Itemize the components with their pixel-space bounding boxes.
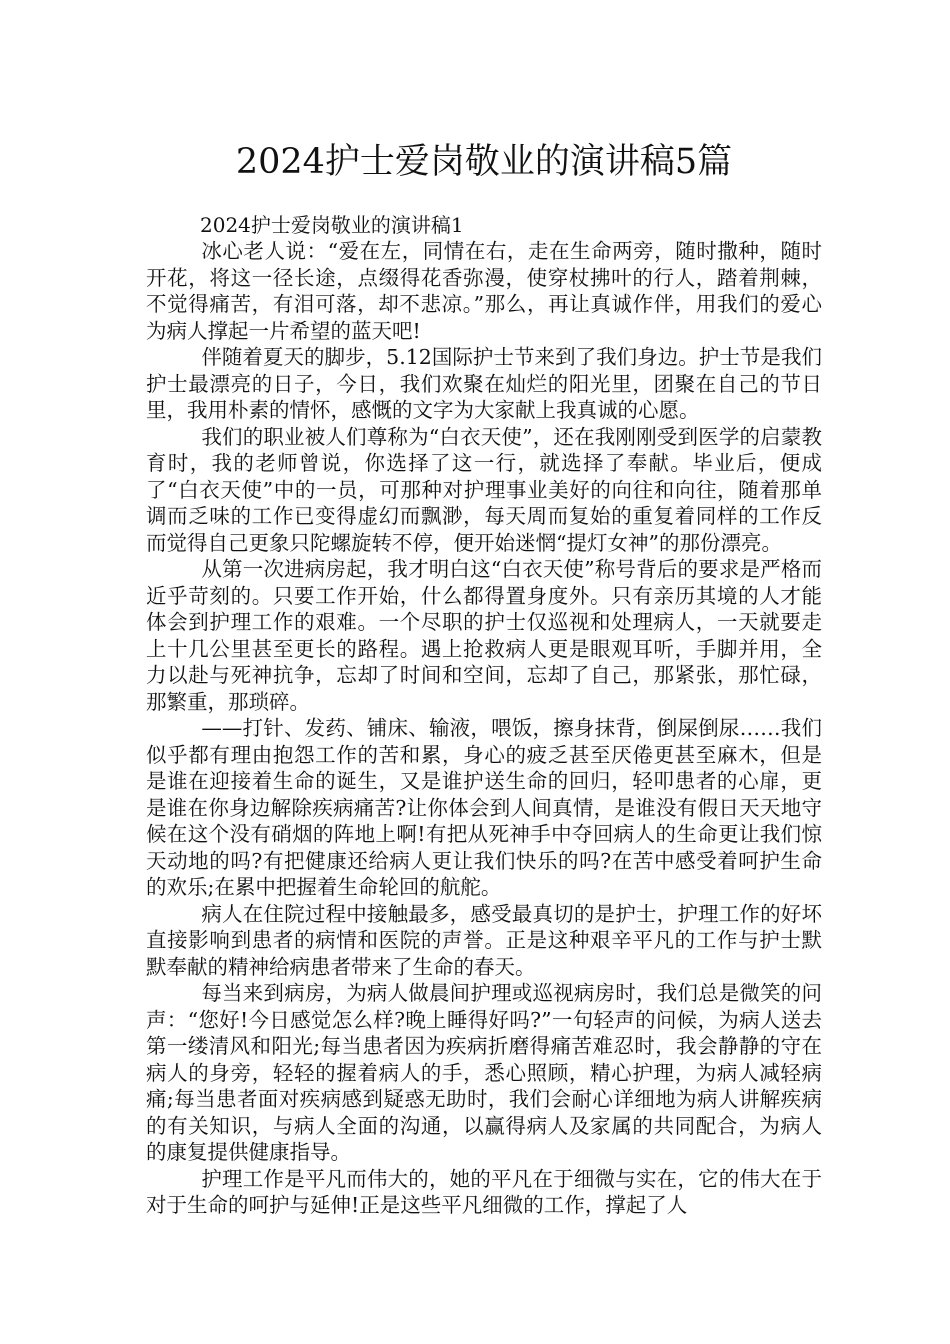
paragraph-1: 冰心老人说：“爱在左，同情在右，走在生命两旁，随时撒种，随时开花，将这一径长途，点缀得花香弥漫，使穿杖拂叶的行人，踏着荆棘，不觉得痛苦，有泪可落，却不悲凉。”那么，再让真诚作伴，用我们的爱心为病人撑起一片希望的蓝天吧! [146, 239, 822, 343]
paragraph-6: 病人在住院过程中接触最多，感受最真切的是护士，护理工作的好坏直接影响到患者的病情和医院的声誉。正是这种艰辛平凡的工作与护士默默奉献的精神给病患者带来了生命的春天。 [146, 901, 822, 979]
paragraph-2: 伴随着夏天的脚步，5.12国际护士节来到了我们身边。护士节是我们护士最漂亮的日子，今日，我们欢聚在灿烂的阳光里，团聚在自己的节日里，我用朴素的情怀，感慨的文字为大家献上我真诚的心愿。 [146, 345, 822, 422]
document-title: 2024护士爱岗敬业的演讲稿5篇 [235, 142, 733, 182]
document-page [146, 120, 822, 1219]
paragraph-5: ——打针、发药、铺床、输液，喂饭，擦身抹背，倒屎倒尿……我们似乎都有理由抱怨工作的苦和累，身心的疲乏甚至厌倦更甚至麻木，但是是谁在迎接着生命的诞生，又是谁护送生命的回归，轻叩患者的心扉，更是谁在你身边解除疾病痛苦?让你体会到人间真情，是谁没有假日天天地守候在这个没有硝烟的阵地上啊!有把从死神手中夺回病人的生命更让我们惊天动地的吗?有把健康还给病人更让我们快乐的吗?在苦中感受着呵护生命的欢乐;在累中把握着生命轮回的航舵。 [146, 716, 822, 899]
paragraph-7: 每当来到病房，为病人做晨间护理或巡视病房时，我们总是微笑的问声：“您好!今日感觉怎么样?晚上睡得好吗?”一句轻声的问候，为病人送去第一缕清风和阳光;每当患者因为疾病折磨得痛苦难忍时，我会静静的守在病人的身旁，轻轻的握着病人的手，悉心照顾，精心护理，为病人减轻病痛;每当患者面对疾病感到疑惑无助时，我们会耐心详细地为病人讲解疾病的有关知识，与病人全面的沟通，以赢得病人及家属的共同配合，为病人的康复提供健康指导。 [146, 981, 822, 1164]
paragraph-4: 从第一次进病房起，我才明白这“白衣天使”称号背后的要求是严格而近乎苛刻的。只要工作开始，什么都得置身度外。只有亲历其境的人才能体会到护理工作的艰难。一个尽职的护士仅巡视和处理病人，一天就要走上十几公里甚至更长的路程。遇上抢救病人更是眼观耳听，手脚并用，全力以赴与死神抗争，忘却了时间和空间，忘却了自己，那紧张，那忙碌，那繁重，那琐碎。 [146, 557, 822, 714]
paragraph-8: 护理工作是平凡而伟大的，她的平凡在于细微与实在，它的伟大在于对于生命的呵护与延伸!正是这些平凡细微的工作，撑起了人 [146, 1166, 822, 1217]
section-heading: 2024护士爱岗敬业的演讲稿1 [200, 213, 464, 237]
paragraph-3: 我们的职业被人们尊称为“白衣天使”，还在我刚刚受到医学的启蒙教育时，我的老师曾说，你选择了这一行，就选择了奉献。毕业后，便成了“白衣天使”中的一员，可那种对护理事业美好的向往和向往，随着那单调而乏味的工作已变得虚幻而飘渺，每天周而复始的重复着同样的工作反而觉得自己更象只陀螺旋转不停，便开始迷惘“提灯女神”的那份漂亮。 [146, 424, 822, 555]
